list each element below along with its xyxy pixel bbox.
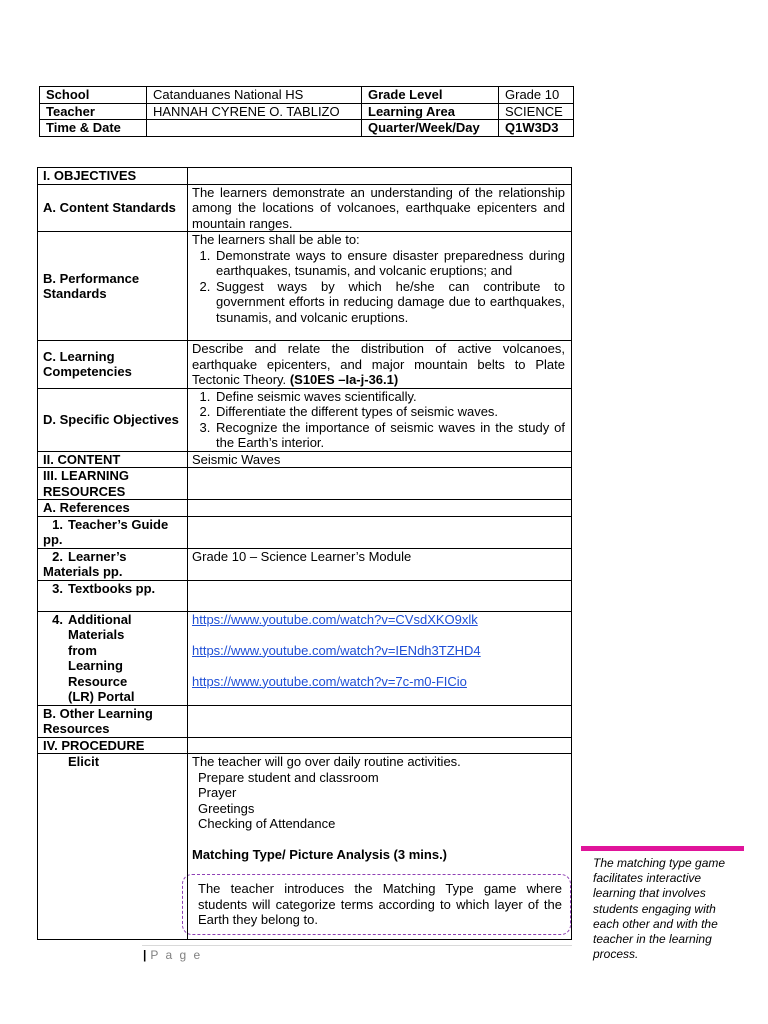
content-standards-text: The learners demonstrate an understanding of the relationship among the locations of volcanoes, earthquake epicenters and mountain ranges.	[188, 184, 572, 232]
routine-intro: The teacher will go over daily routine activities.	[192, 754, 461, 769]
references-label: A. References	[38, 500, 188, 517]
routine-item: Greetings	[198, 800, 255, 816]
list-item: 2. Differentiate the different types of seismic waves.	[214, 404, 565, 420]
specific-objectives-list	[192, 389, 565, 451]
activity-title: Matching Type/ Picture Analysis (3 mins.)	[192, 846, 448, 862]
list-item: 2. Suggest ways by which he/she can contribute to government efforts in reducing damage due to earthquakes, tsunamis, and volcanic eruptions.	[214, 279, 565, 326]
area-label: Learning Area	[362, 103, 499, 120]
additional-materials-label: 4. Additional Materials from Learning Resource (LR) Portal	[38, 611, 188, 705]
learners-materials-label: 2. Learner’s Materials pp.	[38, 548, 188, 580]
content-standards-label: A. Content Standards	[38, 184, 188, 232]
school-value: Catanduanes National HS	[147, 87, 362, 104]
performance-standards-label: B. Performance Standards	[38, 232, 188, 341]
performance-intro: The learners shall be able to:	[192, 232, 360, 247]
elicit-label: Elicit	[38, 754, 188, 940]
time-label: Time & Date	[40, 120, 147, 137]
performance-list	[192, 248, 565, 326]
header-table	[39, 86, 574, 137]
teachers-guide-label: 1. Teacher’s Guide pp.	[38, 516, 188, 548]
list-item: 1. Define seismic waves scientifically.	[214, 389, 565, 405]
routine-item: Prayer	[198, 785, 237, 800]
elicit-cell	[188, 754, 572, 940]
list-item: 3. Recognize the importance of seismic waves in the study of the Earth’s interior.	[214, 420, 565, 451]
learning-resources-heading: III. LEARNING RESOURCES	[38, 468, 188, 500]
time-value	[147, 120, 362, 137]
routine-item: Checking of Attendance	[198, 816, 336, 831]
routine-item: Prepare student and classroom	[198, 769, 379, 785]
learning-competencies-label: C. Learning Competencies	[38, 341, 188, 389]
school-label: School	[40, 87, 147, 104]
footer-page-label: P a g e	[150, 948, 203, 962]
other-resources-label: B. Other Learning Resources	[38, 705, 188, 737]
learners-materials-value: Grade 10 – Science Learner’s Module	[188, 548, 572, 580]
qwd-value: Q1W3D3	[499, 120, 574, 137]
video-link[interactable]: https://www.youtube.com/watch?v=IENdh3TZHD4	[192, 642, 481, 658]
competencies-code: (S10ES –Ia-j-36.1)	[289, 372, 399, 387]
additional-materials-links	[188, 611, 572, 705]
grade-label: Grade Level	[362, 87, 499, 104]
list-item: 1. Demonstrate ways to ensure disaster preparedness during earthquakes, tsunamis, and volcanic eruptions; and	[214, 248, 565, 279]
video-link[interactable]: https://www.youtube.com/watch?v=7c-m0-FICio	[192, 673, 467, 689]
page-footer	[143, 948, 202, 964]
procedure-heading: IV. PROCEDURE	[38, 737, 188, 754]
content-value: Seismic Waves	[188, 451, 572, 468]
textbooks-label: 3. Textbooks pp.	[38, 580, 188, 611]
specific-objectives-label: D. Specific Objectives	[38, 388, 188, 451]
learning-competencies-cell	[188, 341, 572, 389]
side-note: The matching type game facilitates interactive learning that involves students engaging with each other and with the teacher in the learning process.	[593, 856, 726, 962]
teacher-value: HANNAH CYRENE O. TABLIZO	[147, 103, 362, 120]
competencies-text: Describe and relate the distribution of active volcanoes, earthquake epicenters, and major mountain belts to Plate Tectonic Theory.	[192, 341, 565, 387]
teacher-label: Teacher	[40, 103, 147, 120]
footer-bar: |	[143, 948, 147, 962]
objectives-heading: I. OBJECTIVES	[38, 168, 188, 185]
performance-standards-cell	[188, 232, 572, 341]
lesson-plan-table	[37, 167, 572, 940]
qwd-label: Quarter/Week/Day	[362, 120, 499, 137]
specific-objectives-cell	[188, 388, 572, 451]
footer-divider	[142, 945, 572, 946]
side-note-accent-bar	[581, 846, 744, 851]
content-label: II. CONTENT	[38, 451, 188, 468]
activity-text: The teacher introduces the Matching Type game where students will categorize terms according to which layer of the Earth they belong to.	[198, 881, 562, 927]
video-link[interactable]: https://www.youtube.com/watch?v=CVsdXKO9xlk	[192, 611, 478, 627]
area-value: SCIENCE	[499, 103, 574, 120]
grade-value: Grade 10	[499, 87, 574, 104]
activity-box	[182, 874, 571, 935]
